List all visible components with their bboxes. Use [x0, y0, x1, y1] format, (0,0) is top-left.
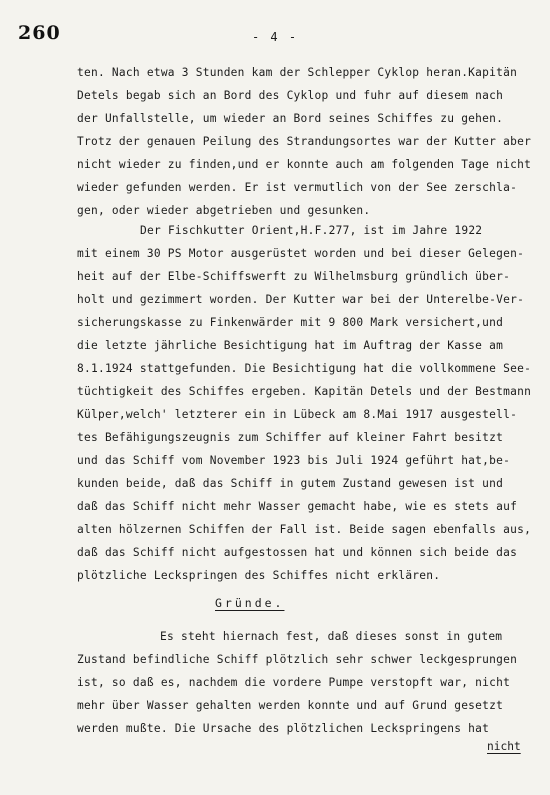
text-line: die letzte jährliche Besichtigung hat im Auftrag der Kasse am — [77, 339, 504, 352]
text-line: tes Befähigungszeugnis zum Schiffer auf kleiner Fahrt besitzt — [77, 431, 504, 444]
text-line: 8.1.1924 stattgefunden. Die Besichtigung hat die vollkommene See- — [77, 362, 532, 375]
text-line: Külper,welch' letzterer ein in Lübeck am 8.Mai 1917 ausgestell- — [77, 408, 518, 421]
text-line: Detels begab sich an Bord des Cyklop und fuhr auf diesem nach — [77, 89, 504, 102]
text-line: holt und gezimmert worden. Der Kutter war bei der Unterelbe-Ver- — [77, 293, 525, 306]
text-line: sicherungskasse zu Finkenwärder mit 9 800 Mark versichert,und — [77, 316, 504, 329]
text-line: plötzliche Leckspringen des Schiffes nicht erklären. — [77, 569, 441, 582]
text-line: Der Fischkutter Orient,H.F.277, ist im Jahre 1922 — [140, 224, 483, 237]
text-line: ist, so daß es, nachdem die vordere Pumpe verstopft war, nicht — [77, 676, 511, 689]
text-line: der Unfallstelle, um wieder an Bord seines Schiffes zu gehen. — [77, 112, 504, 125]
text-line: gen, oder wieder abgetrieben und gesunken. — [77, 204, 371, 217]
text-line: daß das Schiff nicht mehr Wasser gemacht habe, wie es stets auf — [77, 500, 518, 513]
text-line: wieder gefunden werden. Er ist vermutlich von der See zerschla- — [77, 181, 518, 194]
text-line: werden mußte. Die Ursache des plötzlichen Leckspringens hat — [77, 722, 490, 735]
text-line: tüchtigkeit des Schiffes ergeben. Kapitän Detels und der Bestmann — [77, 385, 532, 398]
page-number: 260 — [18, 22, 61, 44]
text-line: mehr über Wasser gehalten werden konnte und auf Grund gesetzt — [77, 699, 504, 712]
text-line: und das Schiff vom November 1923 bis Juli 1924 geführt hat,be- — [77, 454, 511, 467]
text-line: mit einem 30 PS Motor ausgerüstet worden und bei dieser Gelegen- — [77, 247, 525, 260]
text-line: Es steht hiernach fest, daß dieses sonst in gutem — [160, 630, 503, 643]
text-line: alten hölzernen Schiffen der Fall ist. Beide sagen ebenfalls aus, — [77, 523, 532, 536]
text-line: Zustand befindliche Schiff plötzlich sehr schwer leckgesprungen — [77, 653, 518, 666]
catchword: nicht — [487, 740, 521, 753]
text-line: kunden beide, daß das Schiff in gutem Zustand gewesen ist und — [77, 477, 504, 490]
section-heading: Gründe. — [215, 596, 285, 610]
text-line: ten. Nach etwa 3 Stunden kam der Schlepper Cyklop heran.Kapitän — [77, 66, 518, 79]
text-line: Trotz der genauen Peilung des Strandungsortes war der Kutter aber — [77, 135, 532, 148]
page-header: - 4 - — [251, 30, 299, 44]
text-line: heit auf der Elbe-Schiffswerft zu Wilhelmsburg gründlich über- — [77, 270, 511, 283]
text-line: nicht wieder zu finden,und er konnte auch am folgenden Tage nicht — [77, 158, 532, 171]
text-line: daß das Schiff nicht aufgestossen hat und können sich beide das — [77, 546, 518, 559]
